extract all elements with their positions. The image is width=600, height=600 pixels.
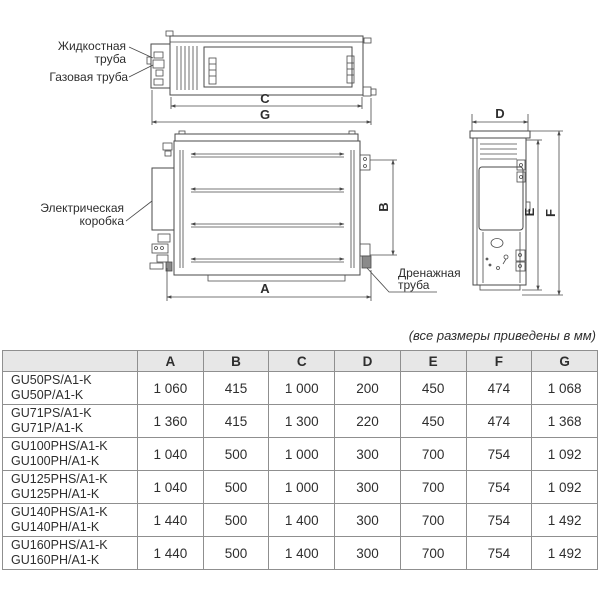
value-cell: 1 000	[269, 372, 335, 405]
value-cell: 1 492	[532, 537, 598, 570]
table-header-row	[3, 351, 598, 372]
value-cell: 1 000	[269, 471, 335, 504]
dim-label-g: G	[259, 107, 271, 122]
value-cell: 1 440	[138, 504, 204, 537]
value-cell: 1 092	[532, 471, 598, 504]
side-view	[470, 106, 563, 295]
value-cell: 500	[203, 471, 269, 504]
value-cell: 450	[400, 372, 466, 405]
value-cell: 1 440	[138, 537, 204, 570]
dim-label-f: F	[543, 209, 558, 217]
value-cell: 754	[466, 438, 532, 471]
dim-label-a: A	[260, 281, 270, 296]
value-cell: 500	[203, 504, 269, 537]
electrical-box-shape	[152, 168, 174, 230]
value-cell: 474	[466, 405, 532, 438]
value-cell: 1 092	[532, 438, 598, 471]
value-cell: 1 060	[138, 372, 204, 405]
value-cell: 300	[335, 471, 401, 504]
value-cell: 500	[203, 438, 269, 471]
drain-pipe-label-line2: труба	[398, 278, 430, 292]
liquid-pipe-label-line1: Жидкостная	[57, 39, 126, 53]
header-model	[3, 351, 138, 372]
gas-pipe-label: Газовая труба	[49, 70, 128, 84]
table-row	[3, 537, 598, 570]
electrical-box-label-line2: коробка	[79, 214, 124, 228]
value-cell: 1 400	[269, 537, 335, 570]
liquid-pipe-label-line2: труба	[94, 52, 126, 66]
value-cell: 1 400	[269, 504, 335, 537]
value-cell: 700	[400, 438, 466, 471]
header-a: A	[138, 351, 204, 372]
header-e: E	[400, 351, 466, 372]
value-cell: 415	[203, 372, 269, 405]
units-note: (все размеры приведены в мм)	[408, 328, 596, 343]
table-row	[3, 504, 598, 537]
value-cell: 415	[203, 405, 269, 438]
header-b: B	[203, 351, 269, 372]
header-d: D	[335, 351, 401, 372]
value-cell: 1 040	[138, 438, 204, 471]
value-cell: 1 360	[138, 405, 204, 438]
value-cell: 1 368	[532, 405, 598, 438]
table-row	[3, 471, 598, 504]
value-cell: 300	[335, 537, 401, 570]
model-cell: GU71PS/A1-K GU71P/A1-K	[3, 405, 138, 438]
value-cell: 500	[203, 537, 269, 570]
value-cell: 754	[466, 471, 532, 504]
top-view	[49, 31, 376, 125]
value-cell: 700	[400, 471, 466, 504]
value-cell: 700	[400, 504, 466, 537]
value-cell: 700	[400, 537, 466, 570]
dim-label-d: D	[495, 106, 505, 121]
value-cell: 754	[466, 504, 532, 537]
header-c: C	[269, 351, 335, 372]
model-cell: GU160PHS/A1-K GU160PH/A1-K	[3, 537, 138, 570]
value-cell: 1 068	[532, 372, 598, 405]
dimensions-table	[2, 350, 598, 570]
drain-pipe-label-line1: Дренажная	[398, 266, 461, 280]
header-g: G	[532, 351, 598, 372]
value-cell: 754	[466, 537, 532, 570]
header-f: F	[466, 351, 532, 372]
model-cell: GU50PS/A1-K GU50P/A1-K	[3, 372, 138, 405]
value-cell: 220	[335, 405, 401, 438]
drain-pipe-fitting	[362, 256, 371, 268]
electrical-box-label-line1: Электрическая	[40, 201, 124, 215]
value-cell: 1 300	[269, 405, 335, 438]
model-cell: GU100PHS/A1-K GU100PH/A1-K	[3, 438, 138, 471]
table-row	[3, 405, 598, 438]
dim-label-c: C	[260, 91, 270, 106]
value-cell: 300	[335, 504, 401, 537]
table-row	[3, 372, 598, 405]
value-cell: 200	[335, 372, 401, 405]
value-cell: 1 040	[138, 471, 204, 504]
dim-label-b: B	[376, 202, 391, 212]
value-cell: 1 492	[532, 504, 598, 537]
value-cell: 1 000	[269, 438, 335, 471]
model-cell: GU125PHS/A1-K GU125PH/A1-K	[3, 471, 138, 504]
model-cell: GU140PHS/A1-K GU140PH/A1-K	[3, 504, 138, 537]
value-cell: 474	[466, 372, 532, 405]
table-row	[3, 438, 598, 471]
front-view	[40, 131, 460, 301]
value-cell: 450	[400, 405, 466, 438]
value-cell: 300	[335, 438, 401, 471]
dim-label-e: E	[522, 207, 537, 217]
